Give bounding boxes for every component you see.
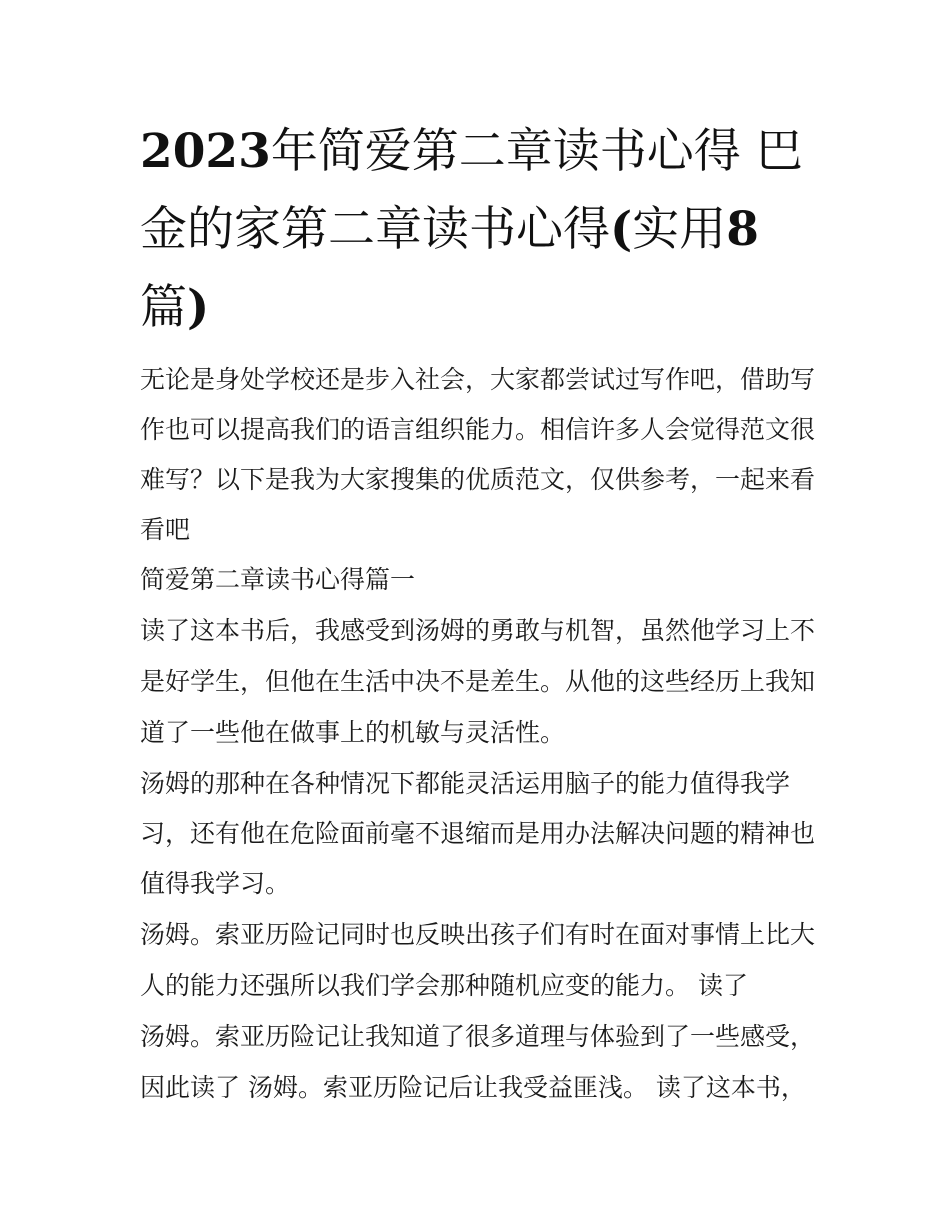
body-line: 难写？以下是我为大家搜集的优质范文，仅供参考，一起来看 [140,465,816,494]
body-line: 作也可以提高我们的语言组织能力。相信许多人会觉得范文很 [140,415,816,444]
body-line: 汤姆。索亚历险记让我知道了很多道理与体验到了一些感受， [140,1022,816,1051]
body-line: 看吧 [140,515,191,544]
body-line: 汤姆的那种在各种情况下都能灵活运用脑子的能力值得我学 [140,769,791,798]
body-line: 读了这本书后，我感受到汤姆的勇敢与机智，虽然他学习上不 [140,616,816,645]
section-heading: 简爱第二章读书心得篇一 [140,565,416,594]
body-line: 是好学生，但他在生活中决不是差生。从他的这些经历上我知 [140,667,816,696]
body-line: 道了一些他在做事上的机敏与灵活性。 [140,718,566,747]
document-title: 2023年简爱第二章读书心得 巴金的家第二章读书心得(实用8篇) [140,124,803,335]
body-line: 无论是身处学校还是步入社会，大家都尝试过写作吧，借助写 [140,365,816,394]
body-line: 值得我学习。 [140,869,291,898]
body-line: 习，还有他在危险面前毫不退缩而是用办法解决问题的精神也 [140,819,816,848]
body-line: 人的能力还强所以我们学会那种随机应变的能力。 读了 [140,971,748,1000]
body-line: 汤姆。索亚历险记同时也反映出孩子们有时在面对事情上比大 [140,920,816,949]
body-line: 因此读了 汤姆。索亚历险记后让我受益匪浅。 读了这本书， [140,1073,806,1102]
